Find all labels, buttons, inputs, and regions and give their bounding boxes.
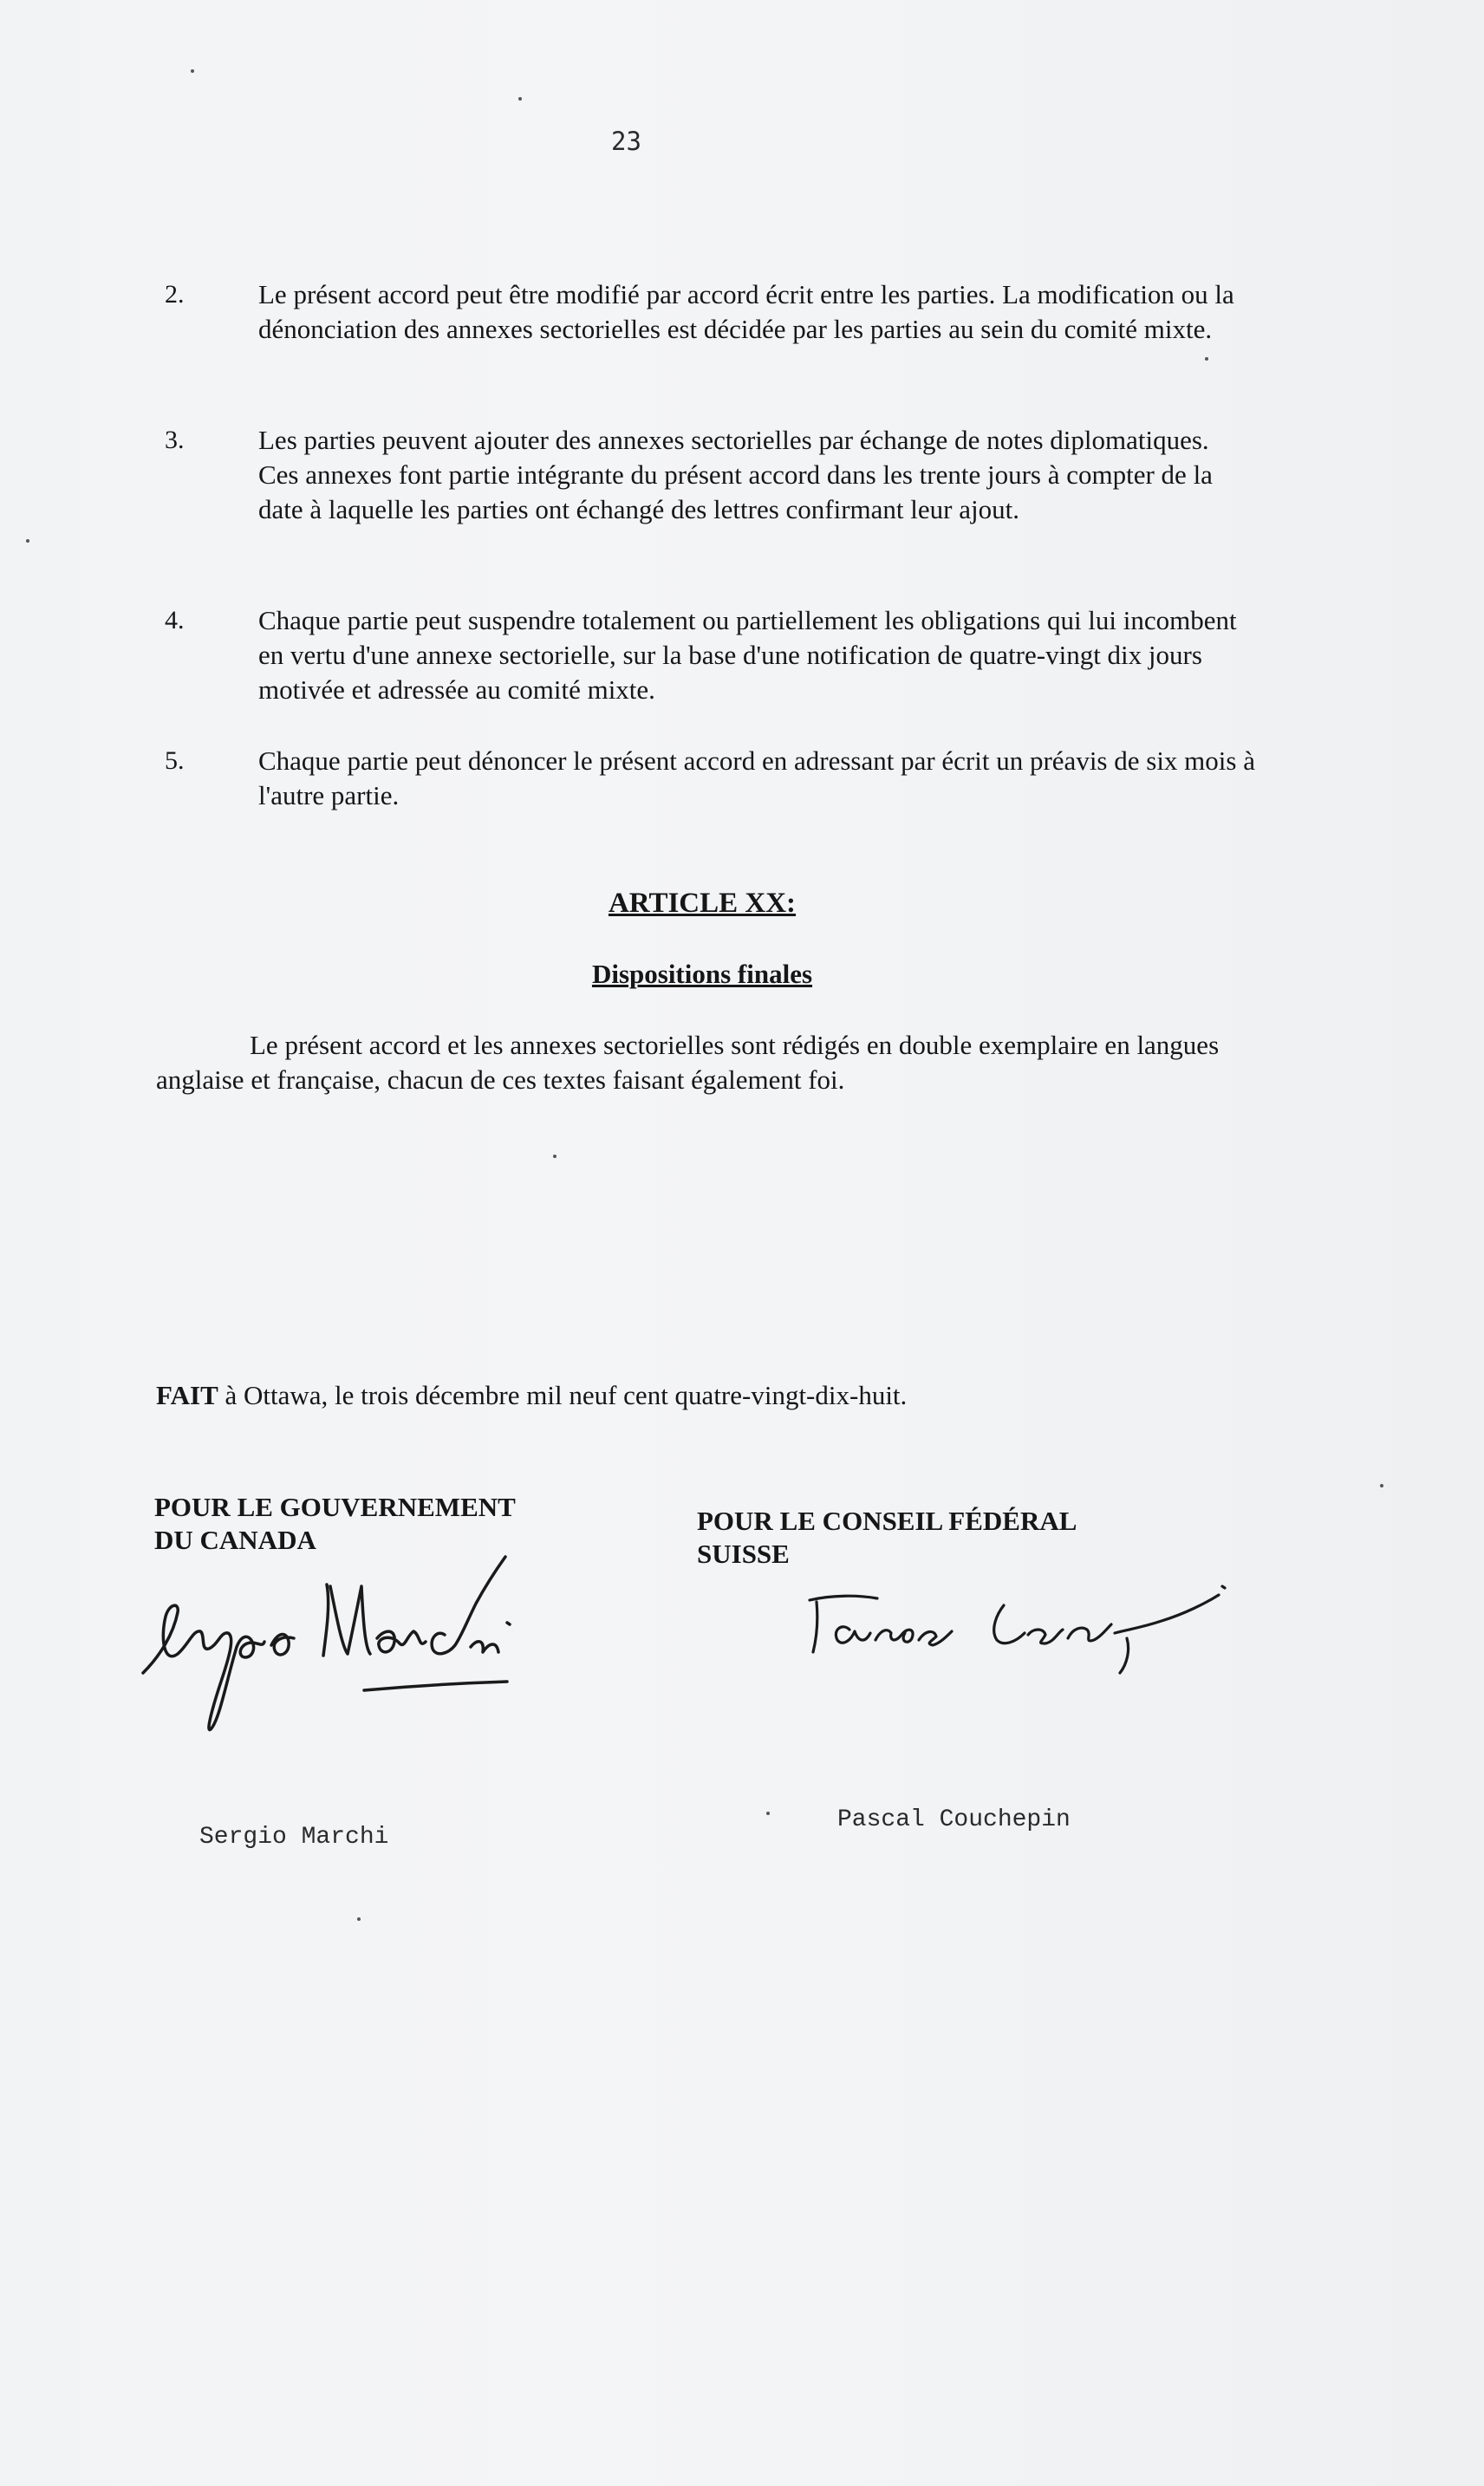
dust-speck <box>1380 1484 1383 1487</box>
clause-5 <box>165 744 1257 813</box>
article-heading: ARTICLE XX: <box>608 888 797 919</box>
dust-speck <box>553 1155 556 1158</box>
final-provisions-paragraph: Le présent accord et les annexes sectorielles sont rédigés en double exemplaire en langues anglaise et française, chacun de ces textes faisant également foi. <box>156 1030 1220 1095</box>
clause-text: Chaque partie peut dénoncer le présent accord en adressant par écrit un préavis de six mois à l'autre partie. <box>258 745 1255 810</box>
dust-speck <box>26 539 29 543</box>
signature-sergio-marchi <box>126 1552 611 1751</box>
party-switzerland-line2: SUISSE <box>697 1539 790 1569</box>
clause-4 <box>165 603 1257 707</box>
clause-number: 4. <box>165 606 185 635</box>
dust-speck <box>357 1917 361 1921</box>
clause-3 <box>165 423 1257 527</box>
clause-number: 2. <box>165 280 185 309</box>
dust-speck <box>191 69 194 73</box>
dust-speck <box>518 97 522 101</box>
clause-number: 3. <box>165 426 185 454</box>
dust-speck <box>766 1812 770 1815</box>
clause-text: Chaque partie peut suspendre totalement ou partiellement les obligations qui lui incombent en vertu d'une annexe sectorielle, sur la base d'une notification de quatre-vingt dix jours motivée et adressée au comité mixte. <box>258 605 1237 705</box>
done-at-text: à Ottawa, le trois décembre mil neuf cent quatre-vingt-dix-huit. <box>218 1380 908 1410</box>
done-at-lead: FAIT <box>156 1380 218 1410</box>
clause-text: Le présent accord peut être modifié par accord écrit entre les parties. La modification ou la dénonciation des annexes sectorielles est décidée par les parties au sein du comité mixte. <box>258 279 1234 344</box>
dust-speck <box>1205 357 1208 361</box>
party-canada-line2: DU CANADA <box>154 1525 316 1555</box>
page-number: 23 <box>611 127 641 156</box>
party-switzerland <box>697 1505 1217 1571</box>
clause-number: 5. <box>165 746 185 775</box>
party-switzerland-line1: POUR LE CONSEIL FÉDÉRAL <box>697 1506 1077 1536</box>
party-canada-line1: POUR LE GOUVERNEMENT <box>154 1492 516 1522</box>
done-at-line <box>156 1380 1283 1411</box>
party-canada <box>154 1491 674 1557</box>
article-subheading: Dispositions finales <box>591 959 813 989</box>
signature-pascal-couchepin <box>797 1569 1240 1682</box>
clause-text: Les parties peuvent ajouter des annexes sectorielles par échange de notes diplomatiques. Ces annexes font partie intégrante du présent accord dans les trente jours à compter de la date à laquelle les parties ont échangé des lettres confirmant leur ajout. <box>258 425 1213 524</box>
clause-2 <box>165 277 1257 347</box>
signatory-name-canada: Sergio Marchi <box>199 1824 389 1851</box>
signatory-name-switzerland: Pascal Couchepin <box>837 1806 1071 1833</box>
